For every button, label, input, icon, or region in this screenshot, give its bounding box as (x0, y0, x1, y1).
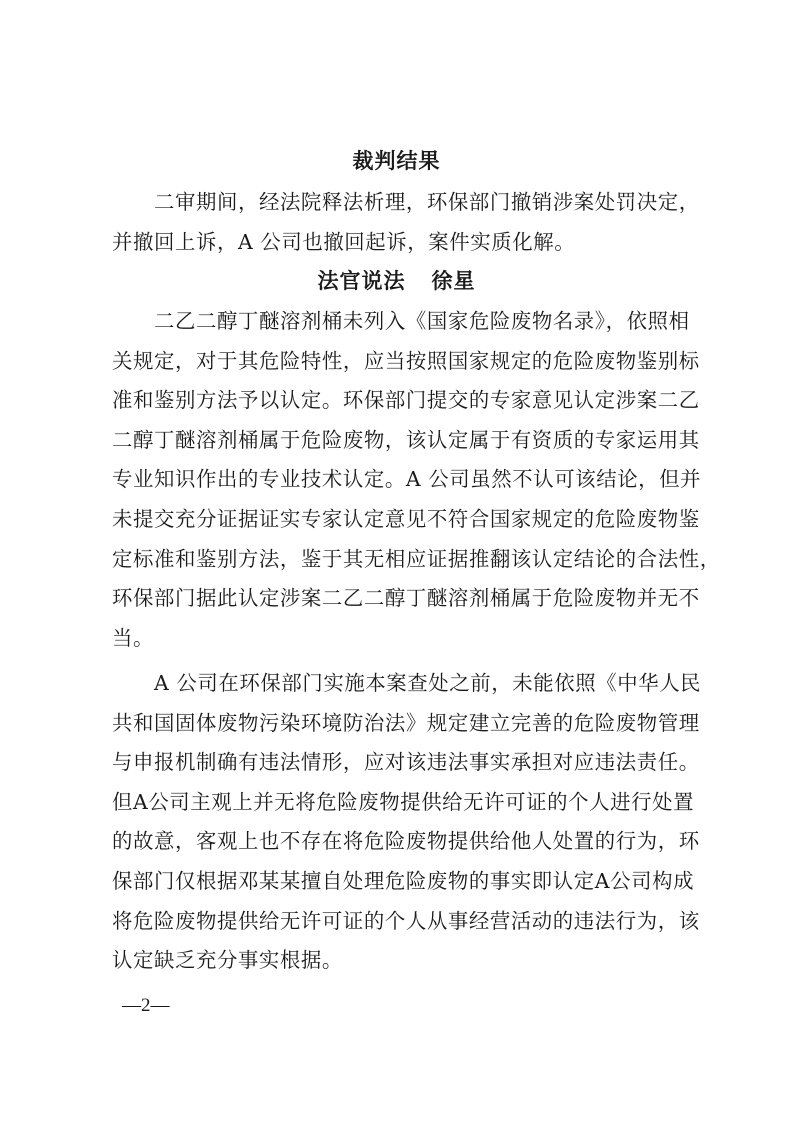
paragraph-commentary-2 (112, 664, 702, 981)
text-line: 定标准和鉴别方法，鉴于其无相应证据推翻该认定结论的合法性， (112, 546, 721, 571)
text-line: 二醇丁醚溶剂桶属于危险废物，该认定属于有资质的专家运用其 (112, 427, 700, 452)
text-line: 的故意，客观上也不存在将危险废物提供给他人处置的行为，环 (112, 829, 700, 854)
text-line: 环保部门据此认定涉案二乙二醇丁醚溶剂桶属于危险废物并无不 (112, 586, 700, 611)
text-line: 并撤回上诉，A 公司也撤回起诉，案件实质化解。 (112, 229, 576, 254)
text-line: 保部门仅根据邓某某擅自处理危险废物的事实即认定A公司构成 (112, 868, 695, 893)
heading-judge-commentary (0, 266, 793, 296)
text-line: A 公司在环保部门实施本案查处之前，未能依照《中华人民 (154, 671, 702, 695)
heading-judgment-result: 裁判结果 (352, 149, 441, 173)
text-line: 二乙二醇丁醚溶剂桶未列入《国家危险废物名录》，依照相 (154, 309, 690, 333)
text-line: 关规定，对于其危险特性，应当按照国家规定的危险废物鉴别标 (112, 348, 700, 373)
text-line: 认定缺乏充分事实根据。 (112, 948, 343, 973)
text-line: 准和鉴别方法予以认定。环保部门提交的专家意见认定涉案二乙 (112, 388, 700, 413)
text-line: 专业知识作出的专业技术认定。A 公司虽然不认可该结论，但并 (112, 467, 702, 492)
text-line: 与申报机制确有违法情形，应对该违法事实承担对应违法责任。 (112, 750, 700, 775)
page-number: —2— (122, 995, 170, 1016)
heading-author: 徐星 (431, 269, 476, 293)
text-line: 当。 (112, 625, 154, 650)
text-line: 二审期间，经法院释法析理，环保部门撤销涉案处罚决定， (154, 190, 700, 214)
text-line: 但A公司主观上并无将危险废物提供给无许可证的个人进行处置 (112, 789, 695, 814)
heading-title: 法官说法 (317, 269, 406, 293)
text-line: 未提交充分证据证实专家认定意见不符合国家规定的危险废物鉴 (112, 506, 700, 531)
paragraph-commentary-1 (112, 302, 721, 658)
paragraph-judgment-result (112, 183, 700, 262)
text-line: 将危险废物提供给无许可证的个人从事经营活动的违法行为，该 (112, 908, 700, 933)
text-line: 共和国固体废物污染环境防治法》规定建立完善的危险废物管理 (112, 710, 700, 735)
